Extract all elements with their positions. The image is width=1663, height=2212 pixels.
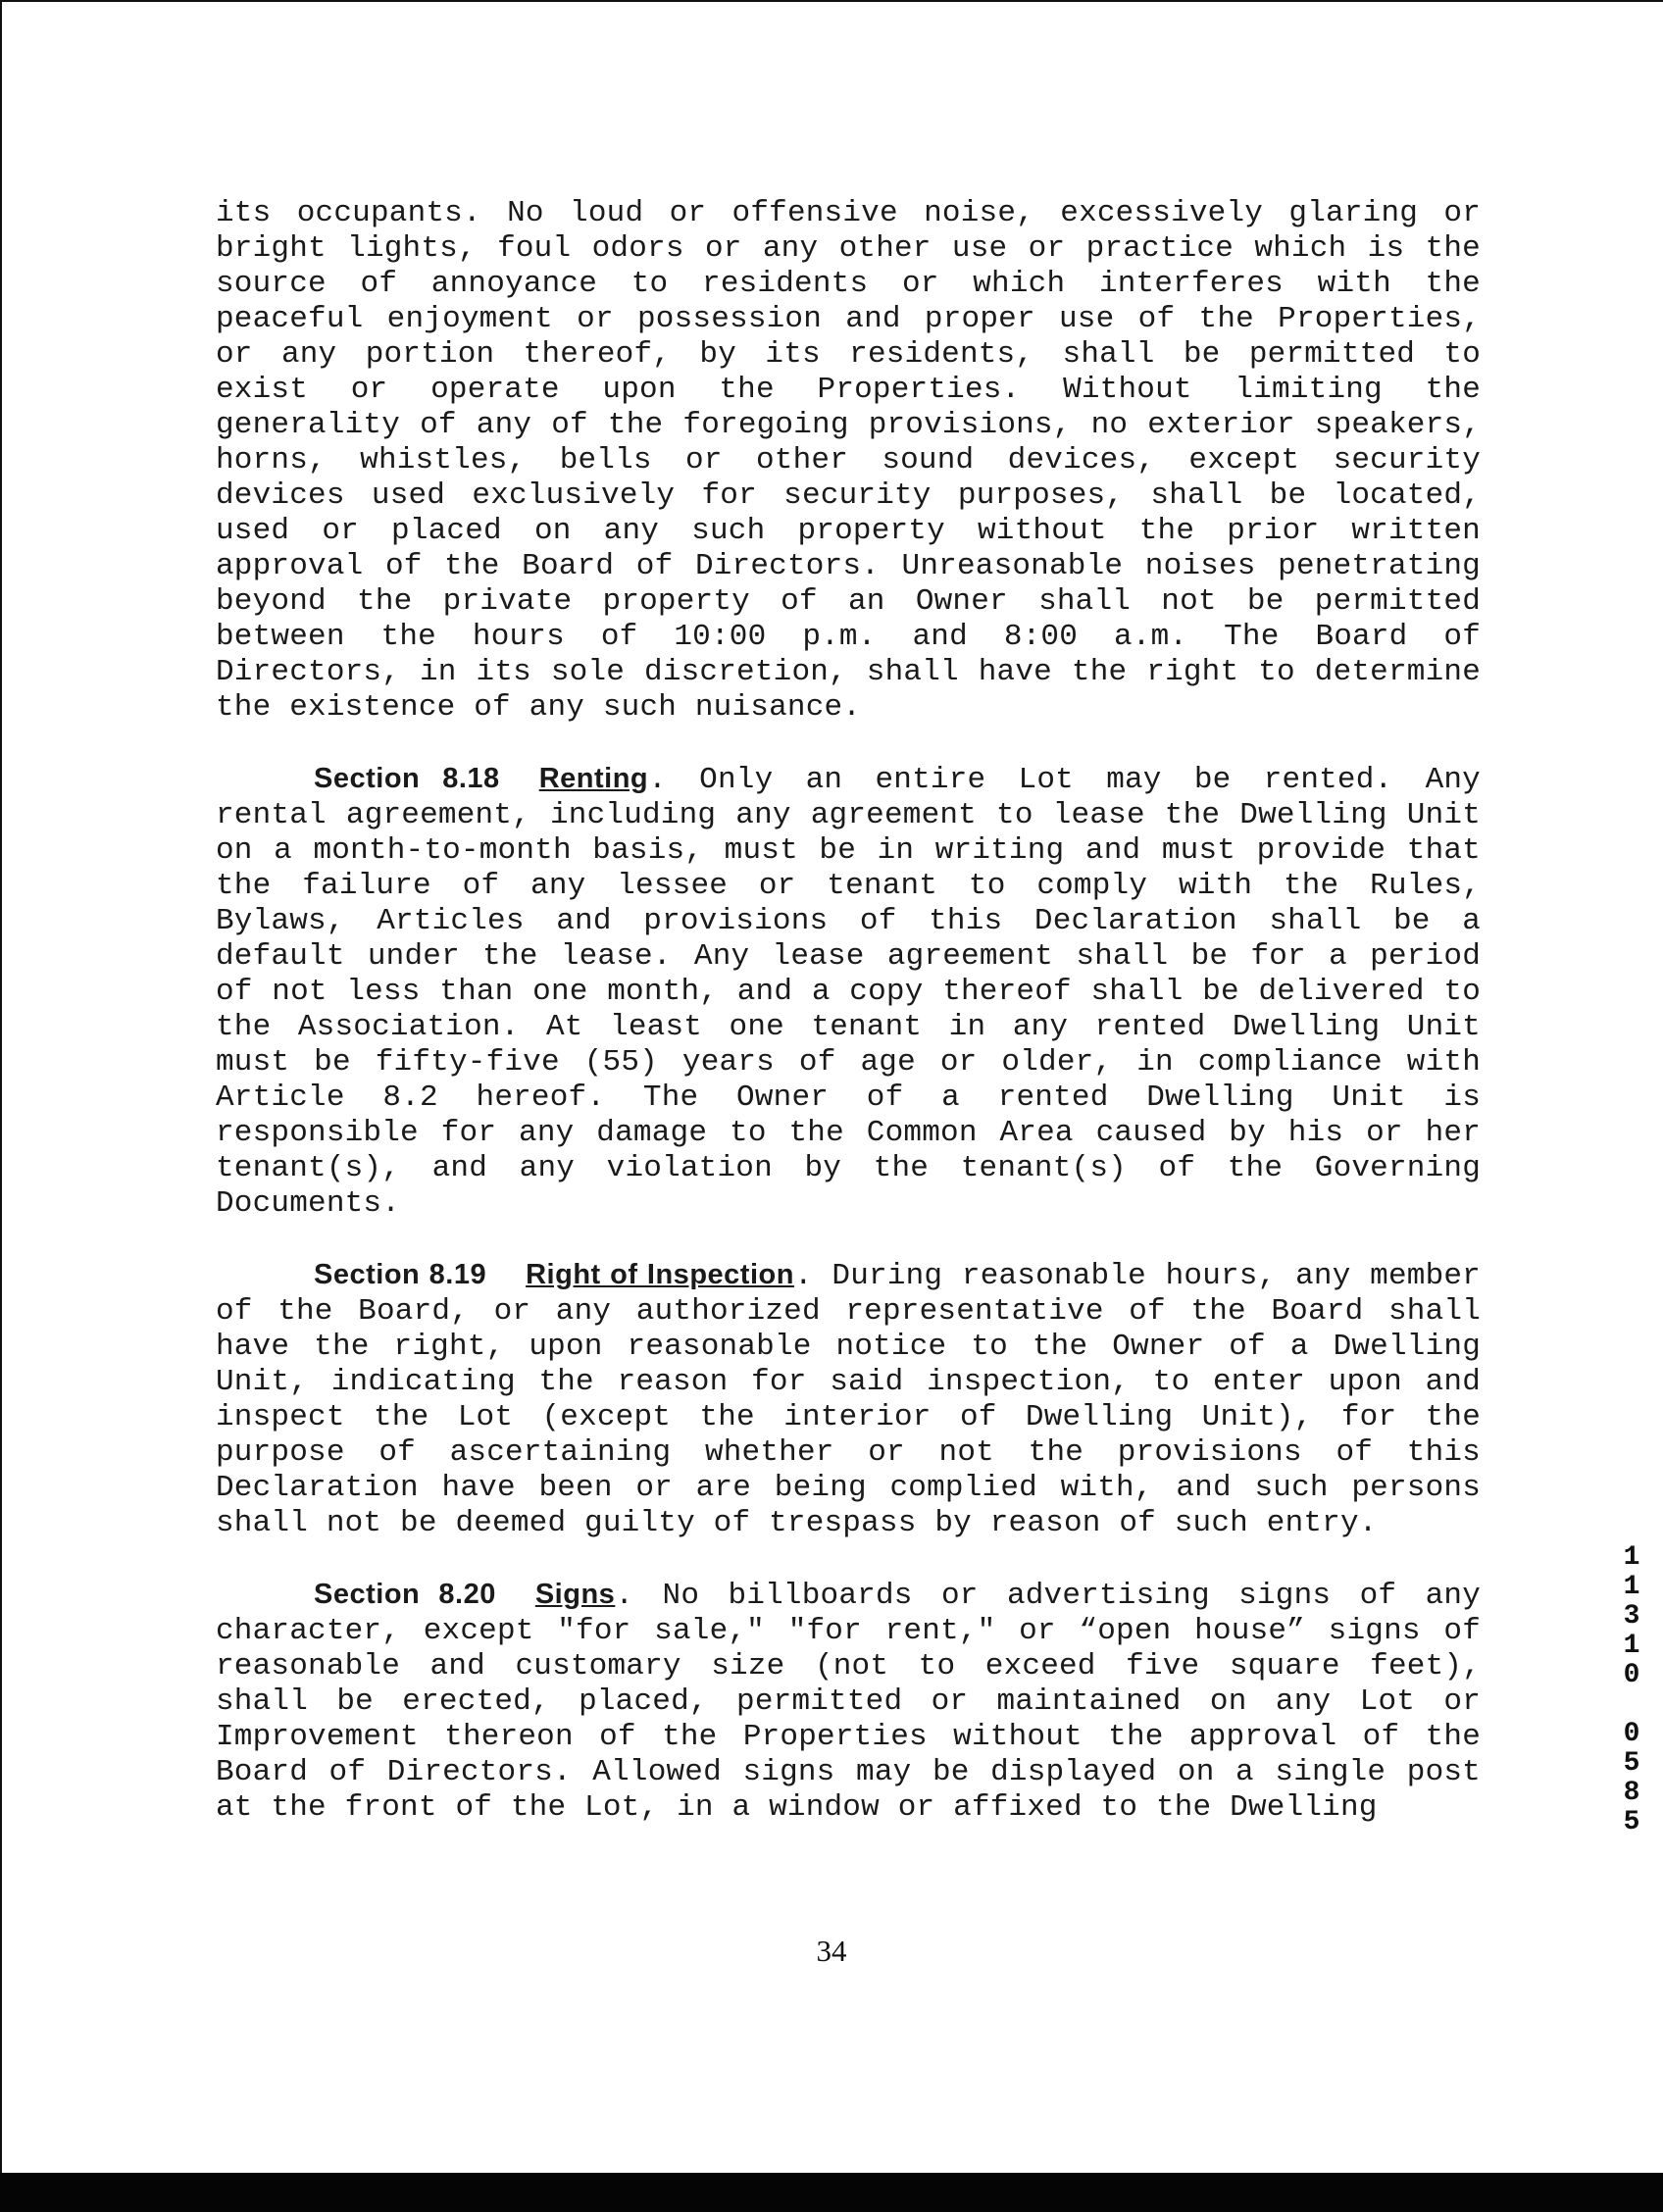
section-8-19-paragraph [216, 1257, 1481, 1541]
recording-number-stamp [1616, 1543, 1647, 1867]
section-body: . No billboards or advertising signs of any character, except "for sale," "for rent," or “open house” signs of reasonable and customary size (not to exceed five square feet), shall be erected, placed, permitted or maintained on any Lot or Improvement thereon of the Properties without the approval of the Board of Directors. Allowed signs may be displayed on a single post at the front of the Lot, in a window or affixed to the Dwelling [216, 1579, 1481, 1825]
scan-bottom-band [0, 2173, 1663, 2212]
section-8-18-paragraph [216, 761, 1481, 1222]
stamp-group-1: 1 1 3 1 0 [1623, 1542, 1640, 1690]
scan-left-border [0, 0, 2, 2212]
continuation-paragraph: its occupants. No loud or offensive noise, excessively glaring or bright lights, foul odors or any other use or practice which is the source of annoyance to residents or which interferes with the peaceful enjoyment or possession and proper use of the Properties, or any portion thereof, by its residents, shall be permitted to exist or operate upon the Properties. Without limiting the generality of any of the foregoing provisions, no exterior speakers, horns, whistles, bells or other sound devices, except security devices used exclusively for security purposes, shall be located, used or placed on any such property without the prior written approval of the Board of Directors. Unreasonable noises penetrating beyond the private property of an Owner shall not be permitted between the hours of 10:00 p.m. and 8:00 a.m. The Board of Directors, in its sole discretion, shall have the right to determine the existence of any such nuisance. [216, 196, 1481, 725]
section-8-20-paragraph [216, 1577, 1481, 1826]
section-number: Section 8.18 [314, 763, 500, 794]
document-body [216, 196, 1481, 1861]
scan-top-border [0, 0, 1663, 2]
section-title: Right of Inspection [526, 1259, 794, 1290]
section-title: Signs [534, 1579, 616, 1610]
section-body: . Only an entire Lot may be rented. Any rental agreement, including any agreement to lease the Dwelling Unit on a month-to-month basis, must be in writing and must provide that the failure of any lessee or tenant to comply with the Rules, Bylaws, Articles and provisions of this Declaration shall be a default under the lease. Any lease agreement shall be for a period of not less than one month, and a copy thereof shall be delivered to the Association. At least one tenant in any rented Dwelling Unit must be fifty-five (55) years of age or older, in compliance with Article 8.2 hereof. The Owner of a rented Dwelling Unit is responsible for any damage to the Common Area caused by his or her tenant(s), and any violation by the tenant(s) of the Governing Documents. [216, 763, 1481, 1221]
section-body: . During reasonable hours, any member of the Board, or any authorized representative of the Board shall have the right, upon reasonable notice to the Owner of a Dwelling Unit, indicating the reason for said inspection, to enter upon and inspect the Lot (except the interior of Dwelling Unit), for the purpose of ascertaining whether or not the provisions of this Declaration have been or are being complied with, and such persons shall not be deemed guilty of trespass by reason of such entry. [216, 1259, 1481, 1540]
section-number: Section 8.19 [314, 1259, 487, 1290]
stamp-group-2: 0 5 8 5 [1623, 1719, 1640, 1837]
section-title: Renting [538, 763, 649, 794]
page-number: 34 [816, 1934, 847, 1968]
section-number: Section 8.20 [314, 1579, 496, 1610]
